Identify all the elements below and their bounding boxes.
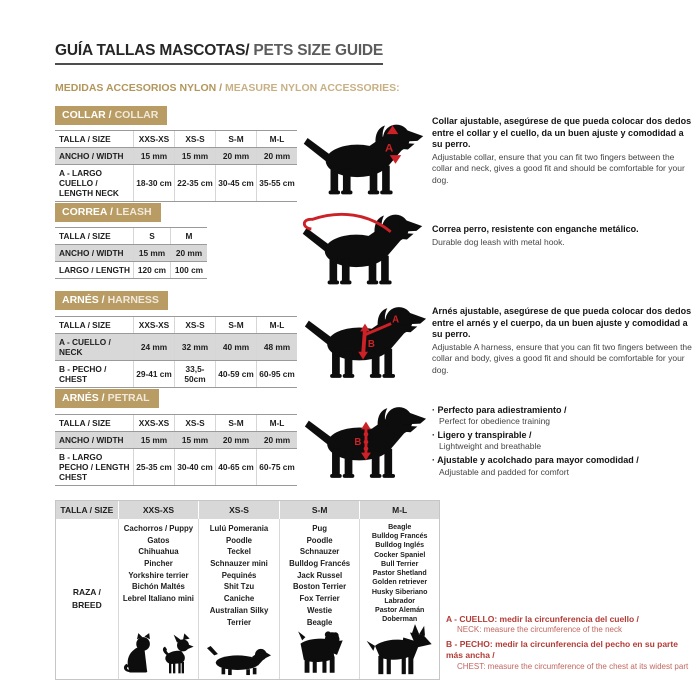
table-corner-cell: TALLA / SIZE: [60, 505, 114, 515]
breed-item: Bulldog Francés: [371, 532, 428, 541]
row-label-cell: B - PECHO / CHEST: [59, 364, 107, 384]
page-subtitle-es: MEDIDAS ACCESORIOS NYLON /: [55, 82, 223, 94]
table-cell: 20 mm: [215, 432, 256, 448]
feature-en: Lightweight and breathable: [439, 441, 542, 452]
breed-item: Fox Terrier: [299, 594, 340, 604]
size-col-header: S-M: [215, 317, 256, 333]
table-cell: 20 mm: [215, 148, 256, 164]
page-title-es: GUÍA TALLAS MASCOTAS/: [55, 42, 250, 59]
harness-section-badge: [55, 291, 168, 310]
table-corner-cell: TALLA / SIZE: [59, 418, 111, 428]
table-cell: 100 cm: [170, 262, 207, 278]
description-en: Adjustable collar, ensure that you can fit two fingers between the collar and neck, gives a good fit and should be comfortable for your dog.: [432, 152, 685, 185]
breed-row-label-es: RAZA /: [72, 587, 101, 598]
breed-item: Chihuahua: [138, 547, 179, 557]
table-row: [55, 333, 297, 360]
breed-list: [360, 519, 439, 624]
svg-text:A: A: [384, 142, 394, 155]
petral-size-table: [55, 414, 297, 486]
feature-es: · Ligero y transpirable /: [432, 429, 692, 441]
breed-item: Jack Russel: [297, 570, 343, 580]
leash-size-table: [55, 227, 207, 279]
petral-feature-list: [432, 404, 692, 480]
table-cell: 29-41 cm: [133, 361, 174, 387]
breed-list: [280, 519, 360, 628]
size-col-header: XXS-XS: [133, 317, 174, 333]
page-title-en: PETS SIZE GUIDE: [253, 42, 384, 59]
breed-item: Labrador: [384, 596, 416, 605]
table-cell: 40-59 cm: [215, 361, 256, 387]
table-cell: 20 mm: [170, 245, 207, 261]
breed-table-header: [56, 501, 439, 519]
breed-item: Lulú Pomerania: [209, 524, 269, 533]
breed-col-xxs-xs: [118, 519, 199, 679]
breed-item: Husky Siberiano: [371, 587, 428, 596]
breed-item: Caniche: [223, 594, 255, 604]
breed-item: Pug: [312, 524, 327, 533]
note-item: [446, 639, 696, 672]
breed-table-body: [56, 519, 439, 679]
table-cell: 15 mm: [174, 432, 215, 448]
description-en: Adjustable A harness, ensure that you can fit two fingers between the collar and body, gives a good fit and should be comfortable for your dog.: [432, 342, 692, 375]
table-row: [55, 164, 297, 201]
badge-label-en: COLLAR: [114, 109, 159, 121]
table-cell: 32 mm: [174, 334, 215, 360]
measurement-notes: [446, 614, 696, 675]
leash-description: [432, 224, 692, 248]
table-cell: 15 mm: [133, 432, 174, 448]
breed-item: Lebrel Italiano mini: [122, 594, 194, 604]
silhouette-row: [280, 629, 360, 679]
size-col-header: M-L: [359, 501, 439, 519]
feature-en: Perfect for obedience training: [439, 416, 551, 427]
row-label-cell: LARGO / LENGTH: [59, 265, 130, 275]
petral-dog-illustration: [302, 397, 428, 487]
size-col-header: XS-S: [198, 501, 279, 519]
row-label-cell: A - CUELLO / NECK: [59, 337, 111, 357]
badge-label-es: ARNÉS /: [62, 392, 105, 404]
row-label-cell: B - LARGO PECHO / LENGTH CHEST: [59, 452, 130, 482]
breed-item: Bichón Maltés: [132, 582, 185, 592]
silhouette-row: [119, 631, 199, 679]
badge-label-en: LEASH: [115, 206, 152, 218]
breed-item: Teckel: [227, 547, 251, 557]
page-subtitle: [55, 82, 400, 94]
breed-list: [119, 519, 199, 605]
table-row: [55, 360, 297, 387]
breed-item: Shit Tzu: [223, 582, 255, 592]
breed-item: Gatos: [147, 535, 170, 545]
breed-item: Pastor Shetland: [372, 569, 427, 578]
svg-text:A: A: [392, 314, 400, 326]
breed-item: Pastor Alemán: [374, 605, 425, 614]
table-row: [55, 244, 207, 261]
feature-item: [432, 429, 692, 452]
size-col-header: S-M: [215, 415, 256, 431]
svg-text:B: B: [367, 338, 375, 350]
note-es: B - PECHO: medir la circunferencia del pecho en su parte más ancha /: [446, 638, 678, 661]
breed-item: Poodle: [226, 535, 253, 545]
table-row: [55, 147, 297, 164]
cat-icon: [122, 631, 156, 676]
dog-collar-icon: [300, 116, 426, 202]
dachshund-icon: [207, 645, 271, 676]
breed-item: Pincher: [144, 559, 173, 569]
breed-item: Poodle: [306, 535, 333, 545]
breed-item: Schnauzer mini: [210, 559, 268, 569]
size-col-header: XS-S: [174, 131, 215, 147]
table-cell: 15 mm: [133, 148, 174, 164]
collar-section-badge: [55, 106, 167, 125]
breed-item: Westie: [307, 605, 333, 615]
size-col-header: XS-S: [174, 415, 215, 431]
table-cell: 30-40 cm: [174, 449, 215, 485]
dog-harness-icon: [302, 298, 428, 386]
breed-row-label: [56, 519, 118, 679]
table-cell: 15 mm: [133, 245, 170, 261]
schnauzer-icon: [294, 629, 346, 676]
table-cell: 20 mm: [256, 148, 297, 164]
breed-item: Yorkshire terrier: [128, 570, 189, 580]
table-cell: 22-35 cm: [174, 165, 215, 201]
description-es: Arnés ajustable, asegúrese de que pueda colocar dos dedos entre el arnés y el cuerpo, da un buen ajuste y comodidad a su perro.: [432, 306, 692, 340]
table-header-row: [55, 227, 207, 244]
table-corner-cell: TALLA / SIZE: [59, 231, 111, 241]
silhouette-row: [360, 624, 439, 679]
size-col-header: XXS-XS: [118, 501, 199, 519]
badge-label-en: HARNESS: [107, 294, 159, 306]
breed-item: Bulldog Inglés: [375, 541, 425, 550]
harness-size-table: [55, 316, 297, 388]
collar-dog-illustration: [300, 116, 426, 202]
badge-label-es: CORREA /: [62, 206, 113, 218]
harness-dog-illustration: [302, 298, 428, 386]
dog-leash-icon: [298, 206, 426, 292]
leash-dog-illustration: [298, 206, 426, 292]
description-es: Collar ajustable, asegúrese de que pueda colocar dos dedos entre el collar y el cuello, da un buen ajuste y comodidad a su perro.: [432, 116, 692, 150]
size-col-header: M-L: [256, 317, 297, 333]
breed-list: [199, 519, 279, 628]
breed-item: Cachorros / Puppy: [123, 524, 194, 533]
size-col-header: M-L: [256, 415, 297, 431]
doberman-icon: [365, 624, 435, 676]
table-corner-cell: TALLA / SIZE: [59, 320, 111, 330]
table-cell: 40-65 cm: [215, 449, 256, 485]
feature-item: [432, 454, 692, 477]
size-col-header: S-M: [279, 501, 360, 519]
page-title: [55, 42, 383, 65]
size-col-header: S: [133, 228, 170, 244]
breed-item: Golden retriever: [372, 578, 428, 587]
table-cell: 30-45 cm: [215, 165, 256, 201]
description-en: Durable dog leash with metal hook.: [432, 236, 565, 247]
table-cell: 60-75 cm: [256, 449, 297, 485]
table-cell: 33,5-50cm: [174, 361, 215, 387]
table-cell: 24 mm: [133, 334, 174, 360]
leash-section-badge: [55, 203, 161, 222]
breed-item: Schnauzer: [299, 547, 340, 557]
breed-item: Bulldog Francés: [289, 559, 351, 569]
table-cell: 40 mm: [215, 334, 256, 360]
table-corner-cell: TALLA / SIZE: [59, 134, 111, 144]
table-cell: 60-95 cm: [256, 361, 297, 387]
table-cell: 20 mm: [256, 432, 297, 448]
size-col-header: XXS-XS: [133, 415, 174, 431]
breed-item: Pequinés: [221, 570, 257, 580]
size-col-header: M-L: [256, 131, 297, 147]
breed-col-xs-s: [198, 519, 279, 679]
breed-item: Cocker Spaniel: [374, 550, 426, 559]
collar-size-table: [55, 130, 297, 202]
note-en: CHEST: measure the circumference of the chest at its widest part: [457, 661, 689, 671]
breed-item: Australian Silky Terrier: [209, 605, 269, 627]
table-header-row: [55, 316, 297, 333]
row-label-cell: ANCHO / WIDTH: [59, 151, 124, 161]
badge-label-es: ARNÉS /: [62, 294, 105, 306]
table-row: [55, 448, 297, 485]
breed-col-s-m: [279, 519, 360, 679]
harness-description: [432, 306, 692, 376]
note-es: A - CUELLO: medir la circunferencia del cuello /: [446, 614, 639, 624]
breed-item: Bull Terrier: [381, 559, 419, 568]
size-col-header: S-M: [215, 131, 256, 147]
row-label-cell: A - LARGO CUELLO / LENGTH NECK: [59, 168, 119, 198]
note-en: NECK: measure the circumference of the neck: [457, 625, 622, 635]
page-subtitle-en: MEASURE NYLON ACCESSORIES:: [225, 82, 400, 94]
svg-text:B: B: [354, 436, 362, 448]
table-cell: 35-55 cm: [256, 165, 297, 201]
badge-label-es: COLLAR /: [62, 109, 112, 121]
feature-item: [432, 404, 692, 427]
feature-en: Adjustable and padded for comfort: [439, 466, 569, 477]
table-cell: 15 mm: [174, 148, 215, 164]
table-cell: 18-30 cm: [133, 165, 174, 201]
description-es: Correa perro, resistente con enganche metálico.: [432, 224, 639, 234]
breed-row-label-en: BREED: [71, 600, 102, 611]
table-header-row: [55, 414, 297, 431]
breed-item: Beagle: [306, 617, 333, 627]
badge-label-en: PETRAL: [107, 392, 150, 404]
breed-item: Boston Terrier: [293, 582, 347, 592]
note-item: [446, 614, 696, 636]
table-header-row: [55, 130, 297, 147]
size-col-header: M: [170, 228, 207, 244]
petral-section-badge: [55, 389, 159, 408]
breed-item: Doberman: [382, 615, 418, 624]
table-row: [55, 261, 207, 278]
silhouette-row: [199, 645, 279, 679]
feature-es: · Perfecto para adiestramiento /: [432, 404, 692, 416]
row-label-cell: ANCHO / WIDTH: [59, 435, 124, 445]
breed-col-m-l: [359, 519, 439, 679]
breed-size-table: [55, 500, 440, 680]
table-cell: 25-35 cm: [133, 449, 174, 485]
chihuahua-icon: [159, 632, 195, 676]
row-label-cell: ANCHO / WIDTH: [59, 248, 124, 258]
size-col-header: XXS-XS: [133, 131, 174, 147]
size-col-header: XS-S: [174, 317, 215, 333]
table-row: [55, 431, 297, 448]
breed-item: Beagle: [388, 523, 412, 531]
collar-description: [432, 116, 692, 186]
table-cell: 120 cm: [133, 262, 170, 278]
dog-petral-icon: [302, 397, 428, 487]
table-cell: 48 mm: [256, 334, 297, 360]
feature-es: · Ajustable y acolchado para mayor comodidad /: [432, 454, 692, 466]
